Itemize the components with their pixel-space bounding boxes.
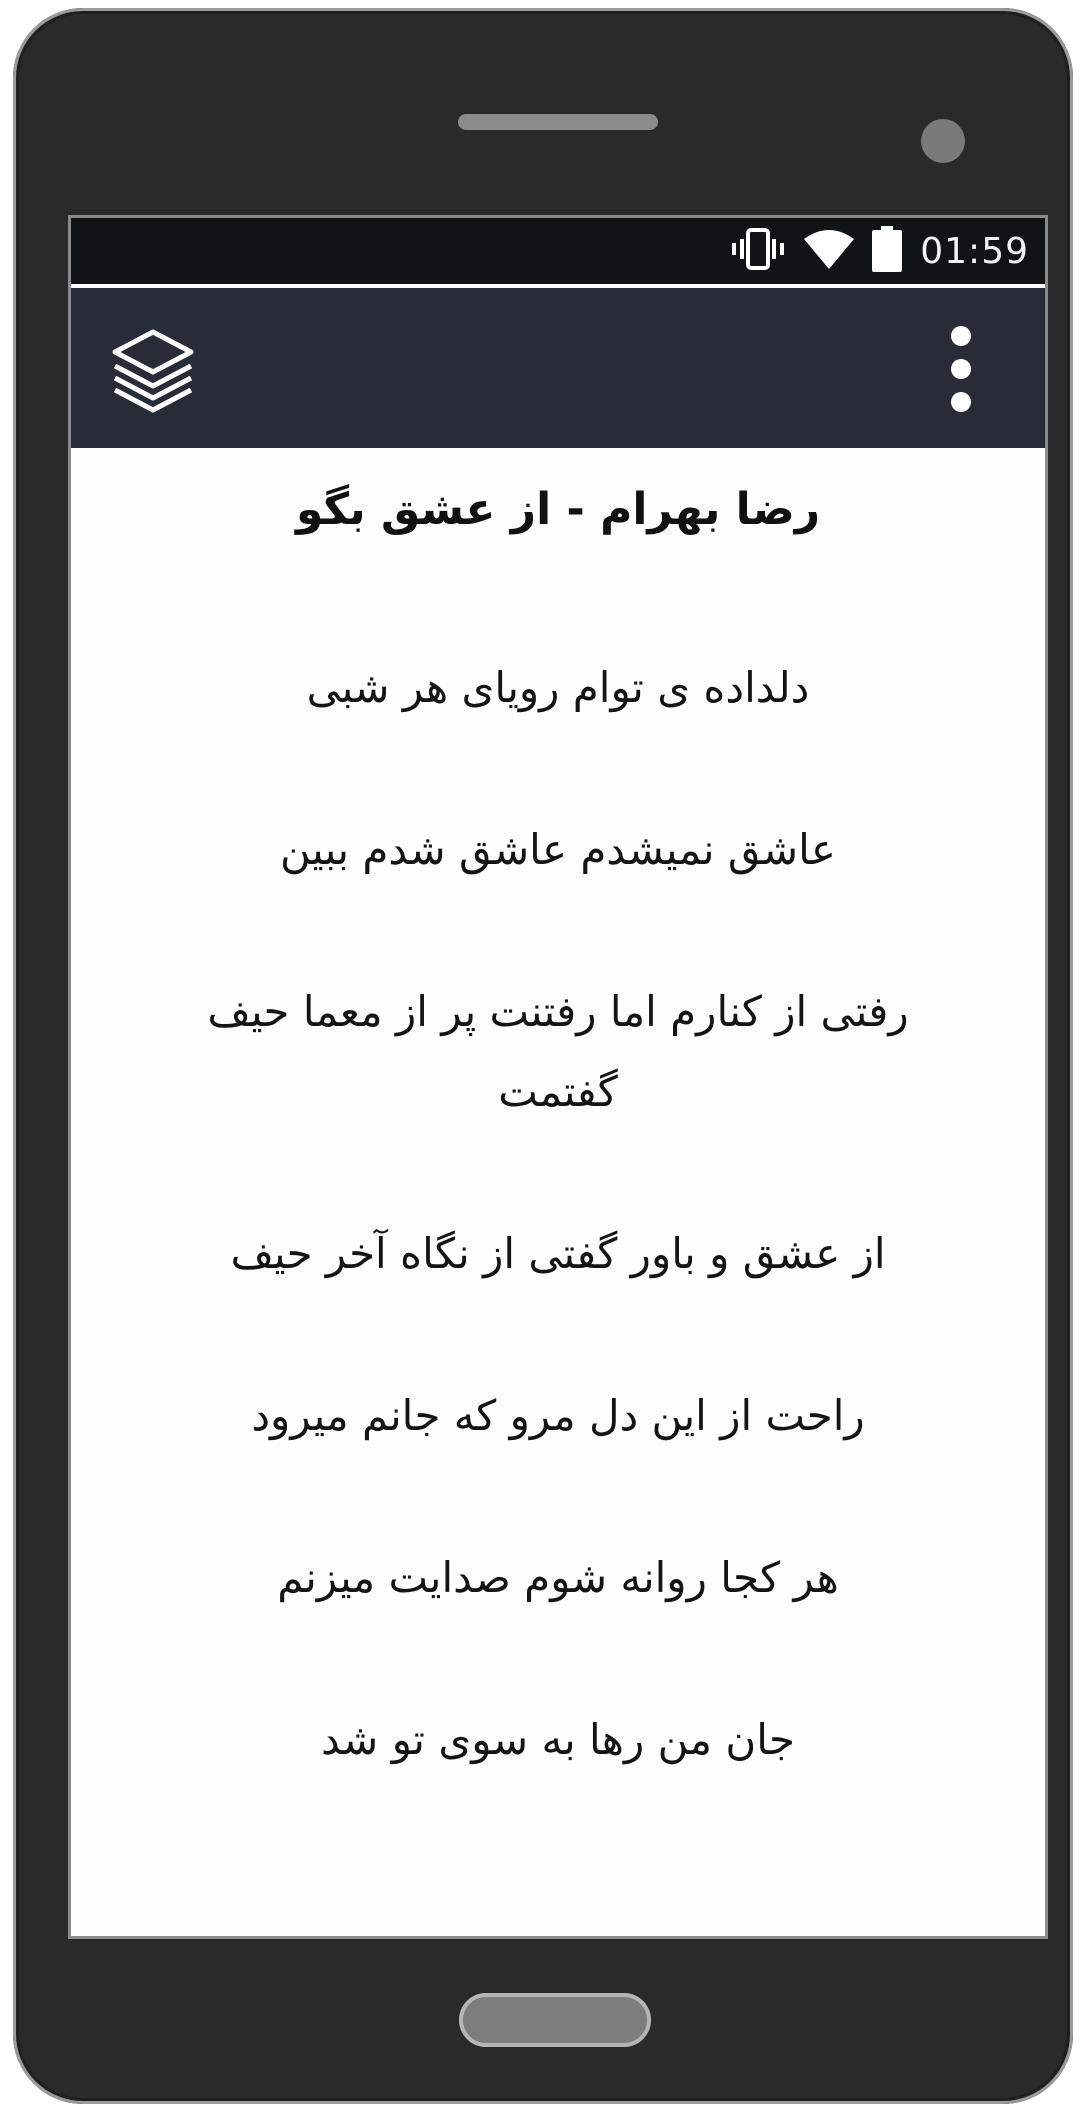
lyric-line: رفتی از کنارم اما رفتنت پر از معما حیف گفتمت [207, 987, 909, 1116]
more-vert-icon[interactable] [943, 324, 979, 418]
vibrate-icon [730, 227, 786, 275]
home-button[interactable] [459, 1993, 651, 2047]
lyrics-list [171, 648, 945, 1862]
lyric-line: راحت از این دل مرو که جانم میرود [251, 1391, 865, 1440]
device-screen [71, 218, 1045, 1936]
earpiece-speaker [458, 114, 658, 130]
status-bar [71, 218, 1045, 284]
lyric-line: هر کجا روانه شوم صدایت میزنم [277, 1553, 839, 1602]
lyric-line: جان من رها به سوی تو شد [321, 1715, 795, 1764]
layers-icon[interactable] [109, 326, 197, 418]
status-icons [730, 228, 1029, 274]
front-camera [921, 119, 965, 163]
wifi-icon [804, 229, 854, 273]
lyric-line: از عشق و باور گفتی از نگاه آخر حیف [230, 1229, 886, 1278]
status-time: 01:59 [920, 230, 1029, 272]
phone-frame [13, 8, 1073, 2104]
song-title: رضا بهرام - از عشق بگو [295, 484, 821, 535]
lyric-line: دلداده ی توام رویای هر شبی [306, 663, 810, 712]
battery-icon [872, 226, 902, 276]
lyric-line: عاشق نمیشدم عاشق شدم ببین [280, 825, 836, 874]
app-toolbar [71, 288, 1045, 448]
lyrics-content [71, 448, 1045, 1936]
